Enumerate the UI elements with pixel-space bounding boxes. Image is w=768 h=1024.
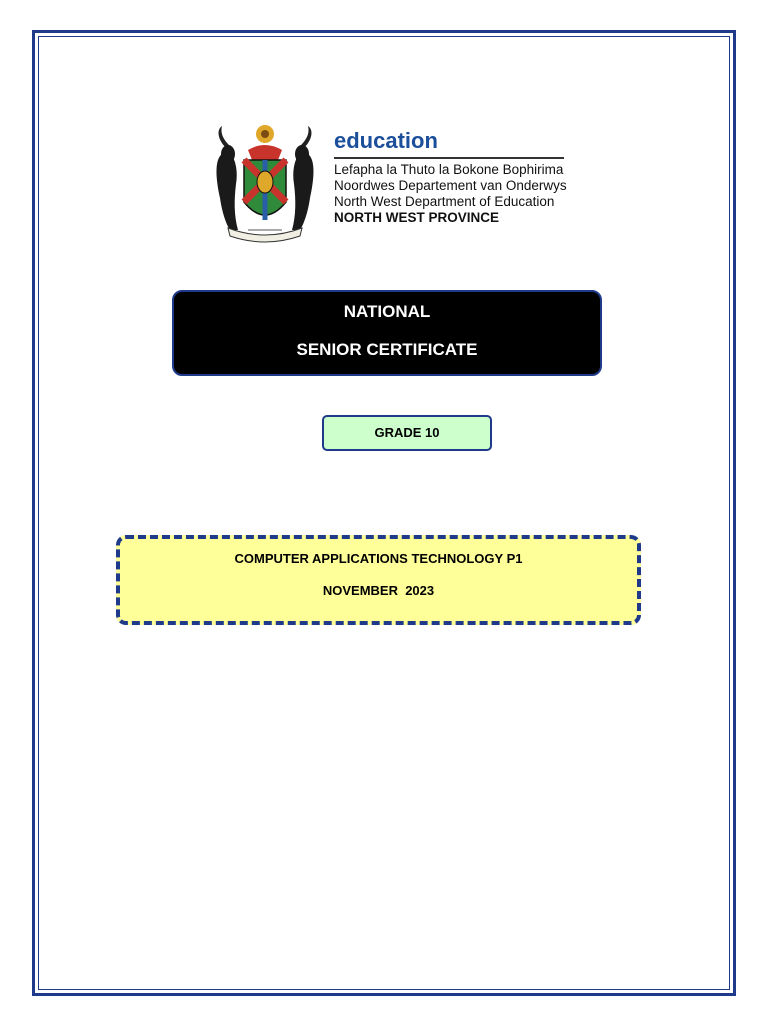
logo-line-english: North West Department of Education bbox=[334, 194, 555, 209]
department-logo bbox=[204, 118, 566, 248]
logo-wordmark: education bbox=[334, 128, 438, 153]
logo-text-block bbox=[334, 128, 574, 226]
logo-line-afrikaans: Noordwes Departement van Onderwys bbox=[334, 178, 567, 193]
certificate-line-senior: SENIOR CERTIFICATE bbox=[296, 340, 478, 359]
logo-line-province: NORTH WEST PROVINCE bbox=[334, 210, 500, 225]
grade-badge bbox=[322, 415, 492, 451]
certificate-line-national: NATIONAL bbox=[343, 302, 431, 321]
subject-title: COMPUTER APPLICATIONS TECHNOLOGY P1 bbox=[234, 551, 523, 566]
logo-divider bbox=[334, 157, 564, 159]
certificate-banner bbox=[172, 290, 602, 376]
coat-of-arms-icon bbox=[204, 120, 326, 246]
logo-line-tswana: Lefapha la Thuto la Bokone Bophirima bbox=[334, 162, 564, 177]
grade-label: GRADE 10 bbox=[374, 425, 440, 440]
exam-date: NOVEMBER 2023 bbox=[322, 583, 435, 598]
subject-panel bbox=[116, 535, 641, 625]
